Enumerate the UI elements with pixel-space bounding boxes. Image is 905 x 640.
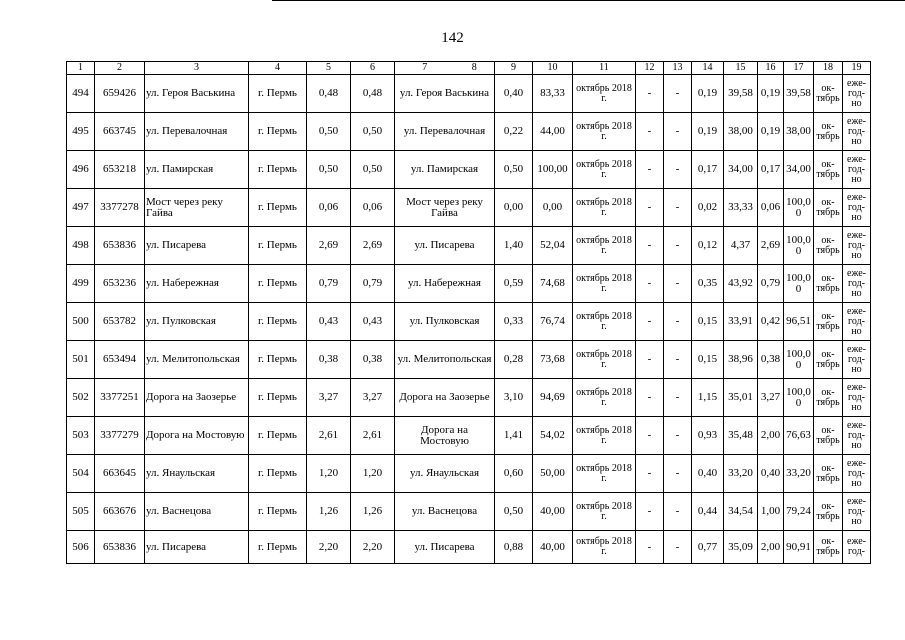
value-16: 2,69 bbox=[758, 227, 784, 265]
value-5: 0,50 bbox=[307, 113, 351, 151]
table-row bbox=[67, 455, 871, 493]
value-5: 0,48 bbox=[307, 75, 351, 113]
frequency: еже-год-но bbox=[843, 113, 871, 151]
city-name: г. Пермь bbox=[249, 189, 307, 227]
value-6: 0,06 bbox=[351, 189, 395, 227]
row-number: 496 bbox=[67, 151, 95, 189]
page-number: 142 bbox=[441, 30, 464, 46]
repair-date: октябрь 2018 г. bbox=[573, 455, 636, 493]
column-number: 5 bbox=[307, 62, 351, 75]
value-9: 0,59 bbox=[495, 265, 533, 303]
city-name: г. Пермь bbox=[249, 227, 307, 265]
table-row bbox=[67, 265, 871, 303]
road-name: ул. Мелитопольская bbox=[145, 341, 249, 379]
frequency: еже-год-но bbox=[843, 227, 871, 265]
value-13: - bbox=[664, 531, 692, 564]
value-12: - bbox=[636, 113, 664, 151]
value-15: 34,54 bbox=[724, 493, 758, 531]
road-code: 3377278 bbox=[95, 189, 145, 227]
frequency: еже-год- bbox=[843, 531, 871, 564]
value-6: 0,79 bbox=[351, 265, 395, 303]
value-9: 0,88 bbox=[495, 531, 533, 564]
value-16: 2,00 bbox=[758, 417, 784, 455]
value-15: 34,00 bbox=[724, 151, 758, 189]
table-row bbox=[67, 493, 871, 531]
column-number: 7 bbox=[395, 62, 455, 75]
value-17: 34,00 bbox=[784, 151, 814, 189]
frequency: еже-год-но bbox=[843, 379, 871, 417]
value-9: 0,00 bbox=[495, 189, 533, 227]
value-6: 3,27 bbox=[351, 379, 395, 417]
value-12: - bbox=[636, 189, 664, 227]
column-number: 9 bbox=[495, 62, 533, 75]
column-number: 4 bbox=[249, 62, 307, 75]
value-5: 0,79 bbox=[307, 265, 351, 303]
road-code: 663745 bbox=[95, 113, 145, 151]
street-name: ул. Мелитопольская bbox=[395, 341, 495, 379]
value-15: 35,09 bbox=[724, 531, 758, 564]
inspection-month: ок-тябрь bbox=[814, 531, 843, 564]
value-16: 0,79 bbox=[758, 265, 784, 303]
value-14: 0,44 bbox=[692, 493, 724, 531]
frequency: еже-год-но bbox=[843, 455, 871, 493]
inspection-month: ок-тябрь bbox=[814, 227, 843, 265]
value-9: 3,10 bbox=[495, 379, 533, 417]
column-number-row bbox=[67, 62, 871, 75]
road-code: 663645 bbox=[95, 455, 145, 493]
road-name: ул. Набережная bbox=[145, 265, 249, 303]
value-13: - bbox=[664, 189, 692, 227]
row-number: 505 bbox=[67, 493, 95, 531]
value-14: 0,15 bbox=[692, 341, 724, 379]
row-number: 500 bbox=[67, 303, 95, 341]
city-name: г. Пермь bbox=[249, 113, 307, 151]
table-row bbox=[67, 303, 871, 341]
value-15: 35,01 bbox=[724, 379, 758, 417]
value-15: 33,33 bbox=[724, 189, 758, 227]
value-16: 0,38 bbox=[758, 341, 784, 379]
column-number: 16 bbox=[758, 62, 784, 75]
road-name: Мост через реку Гайва bbox=[145, 189, 249, 227]
table-row bbox=[67, 113, 871, 151]
value-10: 76,74 bbox=[533, 303, 573, 341]
value-16: 0,42 bbox=[758, 303, 784, 341]
value-6: 0,43 bbox=[351, 303, 395, 341]
value-9: 0,40 bbox=[495, 75, 533, 113]
column-number: 14 bbox=[692, 62, 724, 75]
value-6: 0,48 bbox=[351, 75, 395, 113]
value-9: 0,60 bbox=[495, 455, 533, 493]
column-number: 12 bbox=[636, 62, 664, 75]
frequency: еже-год-но bbox=[843, 303, 871, 341]
value-13: - bbox=[664, 417, 692, 455]
road-code: 3377279 bbox=[95, 417, 145, 455]
value-14: 0,93 bbox=[692, 417, 724, 455]
value-12: - bbox=[636, 379, 664, 417]
road-name: ул. Писарева bbox=[145, 227, 249, 265]
value-17: 100,0 0 bbox=[784, 227, 814, 265]
value-12: - bbox=[636, 303, 664, 341]
road-code: 3377251 bbox=[95, 379, 145, 417]
value-5: 3,27 bbox=[307, 379, 351, 417]
value-14: 0,17 bbox=[692, 151, 724, 189]
column-number: 2 bbox=[95, 62, 145, 75]
value-14: 0,15 bbox=[692, 303, 724, 341]
value-6: 2,69 bbox=[351, 227, 395, 265]
value-17: 96,51 bbox=[784, 303, 814, 341]
value-16: 0,40 bbox=[758, 455, 784, 493]
value-14: 0,19 bbox=[692, 113, 724, 151]
column-number: 15 bbox=[724, 62, 758, 75]
repair-date: октябрь 2018 г. bbox=[573, 75, 636, 113]
value-5: 2,61 bbox=[307, 417, 351, 455]
value-9: 1,40 bbox=[495, 227, 533, 265]
value-10: 94,69 bbox=[533, 379, 573, 417]
value-17: 33,20 bbox=[784, 455, 814, 493]
road-name: ул. Памирская bbox=[145, 151, 249, 189]
value-16: 0,06 bbox=[758, 189, 784, 227]
city-name: г. Пермь bbox=[249, 455, 307, 493]
value-10: 52,04 bbox=[533, 227, 573, 265]
inspection-month: ок-тябрь bbox=[814, 303, 843, 341]
value-13: - bbox=[664, 379, 692, 417]
row-number: 502 bbox=[67, 379, 95, 417]
value-9: 0,50 bbox=[495, 151, 533, 189]
road-name: Дорога на Заозерье bbox=[145, 379, 249, 417]
table-row bbox=[67, 189, 871, 227]
value-17: 100,0 0 bbox=[784, 189, 814, 227]
street-name: ул. Янаульская bbox=[395, 455, 495, 493]
street-name: ул. Перевалочная bbox=[395, 113, 495, 151]
value-6: 2,61 bbox=[351, 417, 395, 455]
road-name: ул. Янаульская bbox=[145, 455, 249, 493]
table-row bbox=[67, 151, 871, 189]
inspection-month: ок-тябрь bbox=[814, 417, 843, 455]
value-14: 0,35 bbox=[692, 265, 724, 303]
road-code: 653782 bbox=[95, 303, 145, 341]
value-13: - bbox=[664, 265, 692, 303]
value-10: 54,02 bbox=[533, 417, 573, 455]
value-6: 0,50 bbox=[351, 113, 395, 151]
value-12: - bbox=[636, 531, 664, 564]
column-number: 13 bbox=[664, 62, 692, 75]
value-14: 0,77 bbox=[692, 531, 724, 564]
row-number: 503 bbox=[67, 417, 95, 455]
value-5: 2,20 bbox=[307, 531, 351, 564]
value-17: 100,0 0 bbox=[784, 341, 814, 379]
street-name: Мост через реку Гайва bbox=[395, 189, 495, 227]
row-number: 501 bbox=[67, 341, 95, 379]
value-16: 2,00 bbox=[758, 531, 784, 564]
city-name: г. Пермь bbox=[249, 417, 307, 455]
street-name: ул. Героя Васькина bbox=[395, 75, 495, 113]
street-name: ул. Писарева bbox=[395, 531, 495, 564]
column-number: 6 bbox=[351, 62, 395, 75]
frequency: еже-год-но bbox=[843, 151, 871, 189]
table-body bbox=[67, 75, 871, 564]
value-15: 35,48 bbox=[724, 417, 758, 455]
value-17: 76,63 bbox=[784, 417, 814, 455]
road-code: 653836 bbox=[95, 227, 145, 265]
value-10: 73,68 bbox=[533, 341, 573, 379]
road-code: 659426 bbox=[95, 75, 145, 113]
frequency: еже-год-но bbox=[843, 189, 871, 227]
repair-date: октябрь 2018 г. bbox=[573, 531, 636, 564]
top-rule bbox=[272, 0, 905, 1]
row-number: 504 bbox=[67, 455, 95, 493]
value-5: 1,26 bbox=[307, 493, 351, 531]
road-name: ул. Васнецова bbox=[145, 493, 249, 531]
value-16: 3,27 bbox=[758, 379, 784, 417]
value-9: 0,50 bbox=[495, 493, 533, 531]
value-12: - bbox=[636, 417, 664, 455]
value-15: 43,92 bbox=[724, 265, 758, 303]
road-code: 653494 bbox=[95, 341, 145, 379]
value-15: 39,58 bbox=[724, 75, 758, 113]
row-number: 499 bbox=[67, 265, 95, 303]
value-9: 1,41 bbox=[495, 417, 533, 455]
frequency: еже-год-но bbox=[843, 341, 871, 379]
street-name: ул. Пулковская bbox=[395, 303, 495, 341]
column-number: 18 bbox=[814, 62, 843, 75]
value-6: 1,20 bbox=[351, 455, 395, 493]
value-10: 83,33 bbox=[533, 75, 573, 113]
row-number: 506 bbox=[67, 531, 95, 564]
value-17: 100,0 0 bbox=[784, 379, 814, 417]
value-13: - bbox=[664, 227, 692, 265]
repair-date: октябрь 2018 г. bbox=[573, 189, 636, 227]
value-6: 0,50 bbox=[351, 151, 395, 189]
value-17: 39,58 bbox=[784, 75, 814, 113]
city-name: г. Пермь bbox=[249, 379, 307, 417]
value-13: - bbox=[664, 303, 692, 341]
value-10: 40,00 bbox=[533, 531, 573, 564]
city-name: г. Пермь bbox=[249, 493, 307, 531]
value-9: 0,33 bbox=[495, 303, 533, 341]
column-number: 3 bbox=[145, 62, 249, 75]
column-number: 11 bbox=[573, 62, 636, 75]
frequency: еже-год-но bbox=[843, 75, 871, 113]
repair-date: октябрь 2018 г. bbox=[573, 417, 636, 455]
city-name: г. Пермь bbox=[249, 531, 307, 564]
repair-date: октябрь 2018 г. bbox=[573, 151, 636, 189]
value-5: 0,38 bbox=[307, 341, 351, 379]
value-14: 0,12 bbox=[692, 227, 724, 265]
road-code: 653236 bbox=[95, 265, 145, 303]
street-name: ул. Набережная bbox=[395, 265, 495, 303]
repair-date: октябрь 2018 г. bbox=[573, 303, 636, 341]
value-5: 0,06 bbox=[307, 189, 351, 227]
road-code: 663676 bbox=[95, 493, 145, 531]
value-12: - bbox=[636, 151, 664, 189]
value-5: 0,50 bbox=[307, 151, 351, 189]
value-9: 0,28 bbox=[495, 341, 533, 379]
repair-date: октябрь 2018 г. bbox=[573, 493, 636, 531]
inspection-month: ок-тябрь bbox=[814, 265, 843, 303]
value-5: 0,43 bbox=[307, 303, 351, 341]
frequency: еже-год-но bbox=[843, 493, 871, 531]
value-15: 4,37 bbox=[724, 227, 758, 265]
repair-date: октябрь 2018 г. bbox=[573, 265, 636, 303]
value-14: 0,40 bbox=[692, 455, 724, 493]
value-15: 38,96 bbox=[724, 341, 758, 379]
road-name: Дорога на Мостовую bbox=[145, 417, 249, 455]
column-number: 10 bbox=[533, 62, 573, 75]
city-name: г. Пермь bbox=[249, 151, 307, 189]
road-code: 653836 bbox=[95, 531, 145, 564]
city-name: г. Пермь bbox=[249, 303, 307, 341]
value-12: - bbox=[636, 265, 664, 303]
value-12: - bbox=[636, 227, 664, 265]
inspection-month: ок-тябрь bbox=[814, 455, 843, 493]
value-5: 2,69 bbox=[307, 227, 351, 265]
value-15: 33,91 bbox=[724, 303, 758, 341]
row-number: 494 bbox=[67, 75, 95, 113]
table-row bbox=[67, 75, 871, 113]
value-13: - bbox=[664, 151, 692, 189]
street-name: Дорога на Заозерье bbox=[395, 379, 495, 417]
value-15: 38,00 bbox=[724, 113, 758, 151]
data-table bbox=[66, 61, 871, 564]
column-number: 8 bbox=[455, 62, 495, 75]
repair-date: октябрь 2018 г. bbox=[573, 379, 636, 417]
value-10: 50,00 bbox=[533, 455, 573, 493]
value-12: - bbox=[636, 341, 664, 379]
value-12: - bbox=[636, 455, 664, 493]
value-14: 0,02 bbox=[692, 189, 724, 227]
row-number: 498 bbox=[67, 227, 95, 265]
repair-date: октябрь 2018 г. bbox=[573, 113, 636, 151]
value-17: 79,24 bbox=[784, 493, 814, 531]
value-12: - bbox=[636, 493, 664, 531]
value-5: 1,20 bbox=[307, 455, 351, 493]
road-code: 653218 bbox=[95, 151, 145, 189]
street-name: ул. Васнецова bbox=[395, 493, 495, 531]
inspection-month: ок-тябрь bbox=[814, 189, 843, 227]
repair-date: октябрь 2018 г. bbox=[573, 341, 636, 379]
row-number: 495 bbox=[67, 113, 95, 151]
table-row bbox=[67, 341, 871, 379]
column-number: 1 bbox=[67, 62, 95, 75]
row-number: 497 bbox=[67, 189, 95, 227]
value-10: 100,00 bbox=[533, 151, 573, 189]
value-13: - bbox=[664, 113, 692, 151]
frequency: еже-год-но bbox=[843, 417, 871, 455]
value-16: 0,19 bbox=[758, 75, 784, 113]
table-row bbox=[67, 379, 871, 417]
value-17: 38,00 bbox=[784, 113, 814, 151]
value-17: 100,0 0 bbox=[784, 265, 814, 303]
column-number: 17 bbox=[784, 62, 814, 75]
value-17: 90,91 bbox=[784, 531, 814, 564]
value-16: 0,19 bbox=[758, 113, 784, 151]
inspection-month: ок-тябрь bbox=[814, 75, 843, 113]
inspection-month: ок-тябрь bbox=[814, 151, 843, 189]
inspection-month: ок-тябрь bbox=[814, 493, 843, 531]
street-name: ул. Писарева bbox=[395, 227, 495, 265]
value-13: - bbox=[664, 341, 692, 379]
value-15: 33,20 bbox=[724, 455, 758, 493]
value-6: 0,38 bbox=[351, 341, 395, 379]
road-name: ул. Пулковская bbox=[145, 303, 249, 341]
column-number: 19 bbox=[843, 62, 871, 75]
street-name: Дорога на Мостовую bbox=[395, 417, 495, 455]
repair-date: октябрь 2018 г. bbox=[573, 227, 636, 265]
inspection-month: ок-тябрь bbox=[814, 113, 843, 151]
frequency: еже-год-но bbox=[843, 265, 871, 303]
value-6: 1,26 bbox=[351, 493, 395, 531]
table-row bbox=[67, 417, 871, 455]
road-name: ул. Героя Васькина bbox=[145, 75, 249, 113]
city-name: г. Пермь bbox=[249, 265, 307, 303]
road-name: ул. Писарева bbox=[145, 531, 249, 564]
inspection-month: ок-тябрь bbox=[814, 341, 843, 379]
street-name: ул. Памирская bbox=[395, 151, 495, 189]
table-row bbox=[67, 531, 871, 564]
value-14: 1,15 bbox=[692, 379, 724, 417]
value-6: 2,20 bbox=[351, 531, 395, 564]
city-name: г. Пермь bbox=[249, 341, 307, 379]
value-14: 0,19 bbox=[692, 75, 724, 113]
value-10: 40,00 bbox=[533, 493, 573, 531]
value-10: 0,00 bbox=[533, 189, 573, 227]
value-13: - bbox=[664, 455, 692, 493]
value-13: - bbox=[664, 493, 692, 531]
value-10: 74,68 bbox=[533, 265, 573, 303]
value-10: 44,00 bbox=[533, 113, 573, 151]
value-13: - bbox=[664, 75, 692, 113]
inspection-month: ок-тябрь bbox=[814, 379, 843, 417]
value-9: 0,22 bbox=[495, 113, 533, 151]
value-16: 0,17 bbox=[758, 151, 784, 189]
road-name: ул. Перевалочная bbox=[145, 113, 249, 151]
value-12: - bbox=[636, 75, 664, 113]
city-name: г. Пермь bbox=[249, 75, 307, 113]
table-row bbox=[67, 227, 871, 265]
value-16: 1,00 bbox=[758, 493, 784, 531]
